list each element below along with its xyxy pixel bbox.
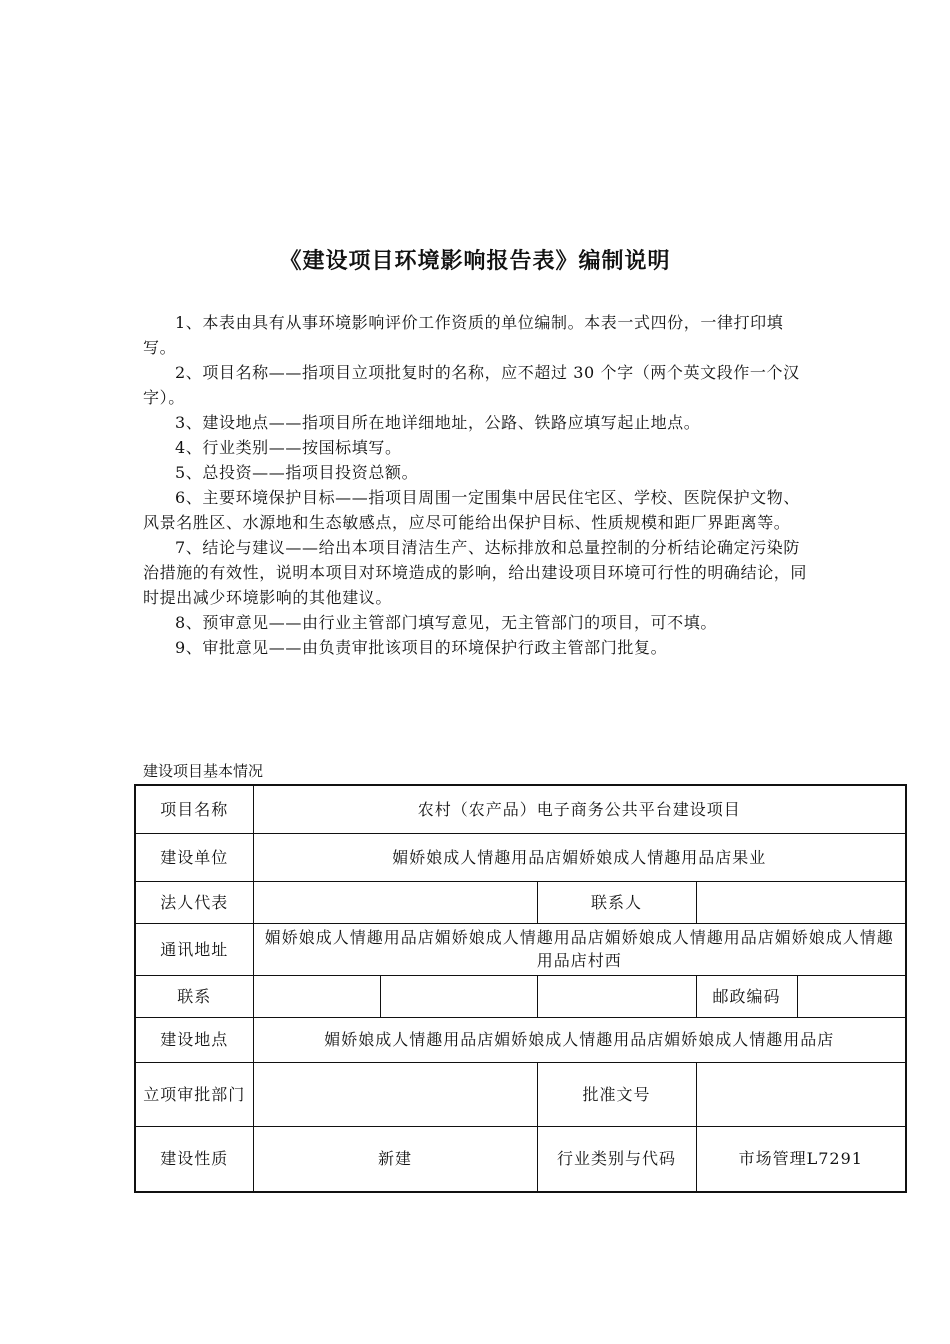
phone-value-1 <box>253 975 380 1017</box>
phone-label: 联系 <box>135 975 253 1017</box>
note-8: 8、预审意见——由行业主管部门填写意见，无主管部门的项目，可不填。 <box>175 613 717 632</box>
project-name-value: 农村（农产品）电子商务公共平台建设项目 <box>253 785 906 833</box>
note-7: 7、结论与建议——给出本项目清洁生产、达标排放和总量控制的分析结论确定污染防治措施的有效性，说明本项目对环境造成的影响，给出建设项目环境可行性的明确结论，同时提出减少环境影响的其他建议。 <box>143 538 808 607</box>
note-5: 5、总投资——指项目投资总额。 <box>175 463 419 482</box>
approval-dept-label: 立项审批部门 <box>135 1062 253 1126</box>
approval-no-label: 批准文号 <box>537 1062 696 1126</box>
note-9: 9、审批意见——由负责审批该项目的环境保护行政主管部门批复。 <box>175 638 668 657</box>
table-row <box>135 923 906 975</box>
postcode-label: 邮政编码 <box>696 975 797 1017</box>
table-caption: 建设项目基本情况 <box>143 762 264 780</box>
approval-no-value <box>696 1062 906 1126</box>
address-label: 通讯地址 <box>135 923 253 975</box>
approval-dept-value <box>253 1062 537 1126</box>
note-1: 1、本表由具有从事环境影响评价工作资质的单位编制。本表一式四份，一律打印填写。 <box>143 313 784 357</box>
builder-label: 建设单位 <box>135 833 253 881</box>
phone-value-3 <box>537 975 696 1017</box>
table-row <box>135 833 906 881</box>
note-6: 6、主要环境保护目标——指项目周围一定围集中居民住宅区、学校、医院保护文物、风景名胜区、水源地和生态敏感点，应尽可能给出保护目标、性质规模和距厂界距离等。 <box>143 488 800 532</box>
nature-label: 建设性质 <box>135 1126 253 1192</box>
builder-value: 媚娇娘成人情趣用品店媚娇娘成人情趣用品店果业 <box>253 833 906 881</box>
contact-person-value <box>696 881 906 923</box>
legal-rep-value <box>253 881 537 923</box>
industry-label: 行业类别与代码 <box>537 1126 696 1192</box>
postcode-value <box>797 975 906 1017</box>
instructions <box>143 310 808 660</box>
project-info-table <box>134 784 907 1193</box>
table-row <box>135 1126 906 1192</box>
note-4: 4、行业类别——按国标填写。 <box>175 438 402 457</box>
project-name-label: 项目名称 <box>135 785 253 833</box>
table-row <box>135 785 906 833</box>
nature-value: 新建 <box>253 1126 537 1192</box>
table-row <box>135 1017 906 1062</box>
table-row <box>135 975 906 1017</box>
table-row <box>135 881 906 923</box>
site-label: 建设地点 <box>135 1017 253 1062</box>
contact-person-label: 联系人 <box>537 881 696 923</box>
table-row <box>135 1062 906 1126</box>
legal-rep-label: 法人代表 <box>135 881 253 923</box>
note-3: 3、建设地点——指项目所在地详细地址，公路、铁路应填写起止地点。 <box>175 413 701 432</box>
document-title: 《建设项目环境影响报告表》编制说明 <box>279 248 671 274</box>
phone-value-2 <box>380 975 537 1017</box>
address-value: 媚娇娘成人情趣用品店媚娇娘成人情趣用品店媚娇娘成人情趣用品店媚娇娘成人情趣用品店村西 <box>253 923 906 975</box>
note-2: 2、项目名称——指项目立项批复时的名称，应不超过 30 个字（两个英文段作一个汉字）。 <box>143 363 800 407</box>
industry-value: 市场管理L7291 <box>696 1126 906 1192</box>
site-value: 媚娇娘成人情趣用品店媚娇娘成人情趣用品店媚娇娘成人情趣用品店 <box>253 1017 906 1062</box>
